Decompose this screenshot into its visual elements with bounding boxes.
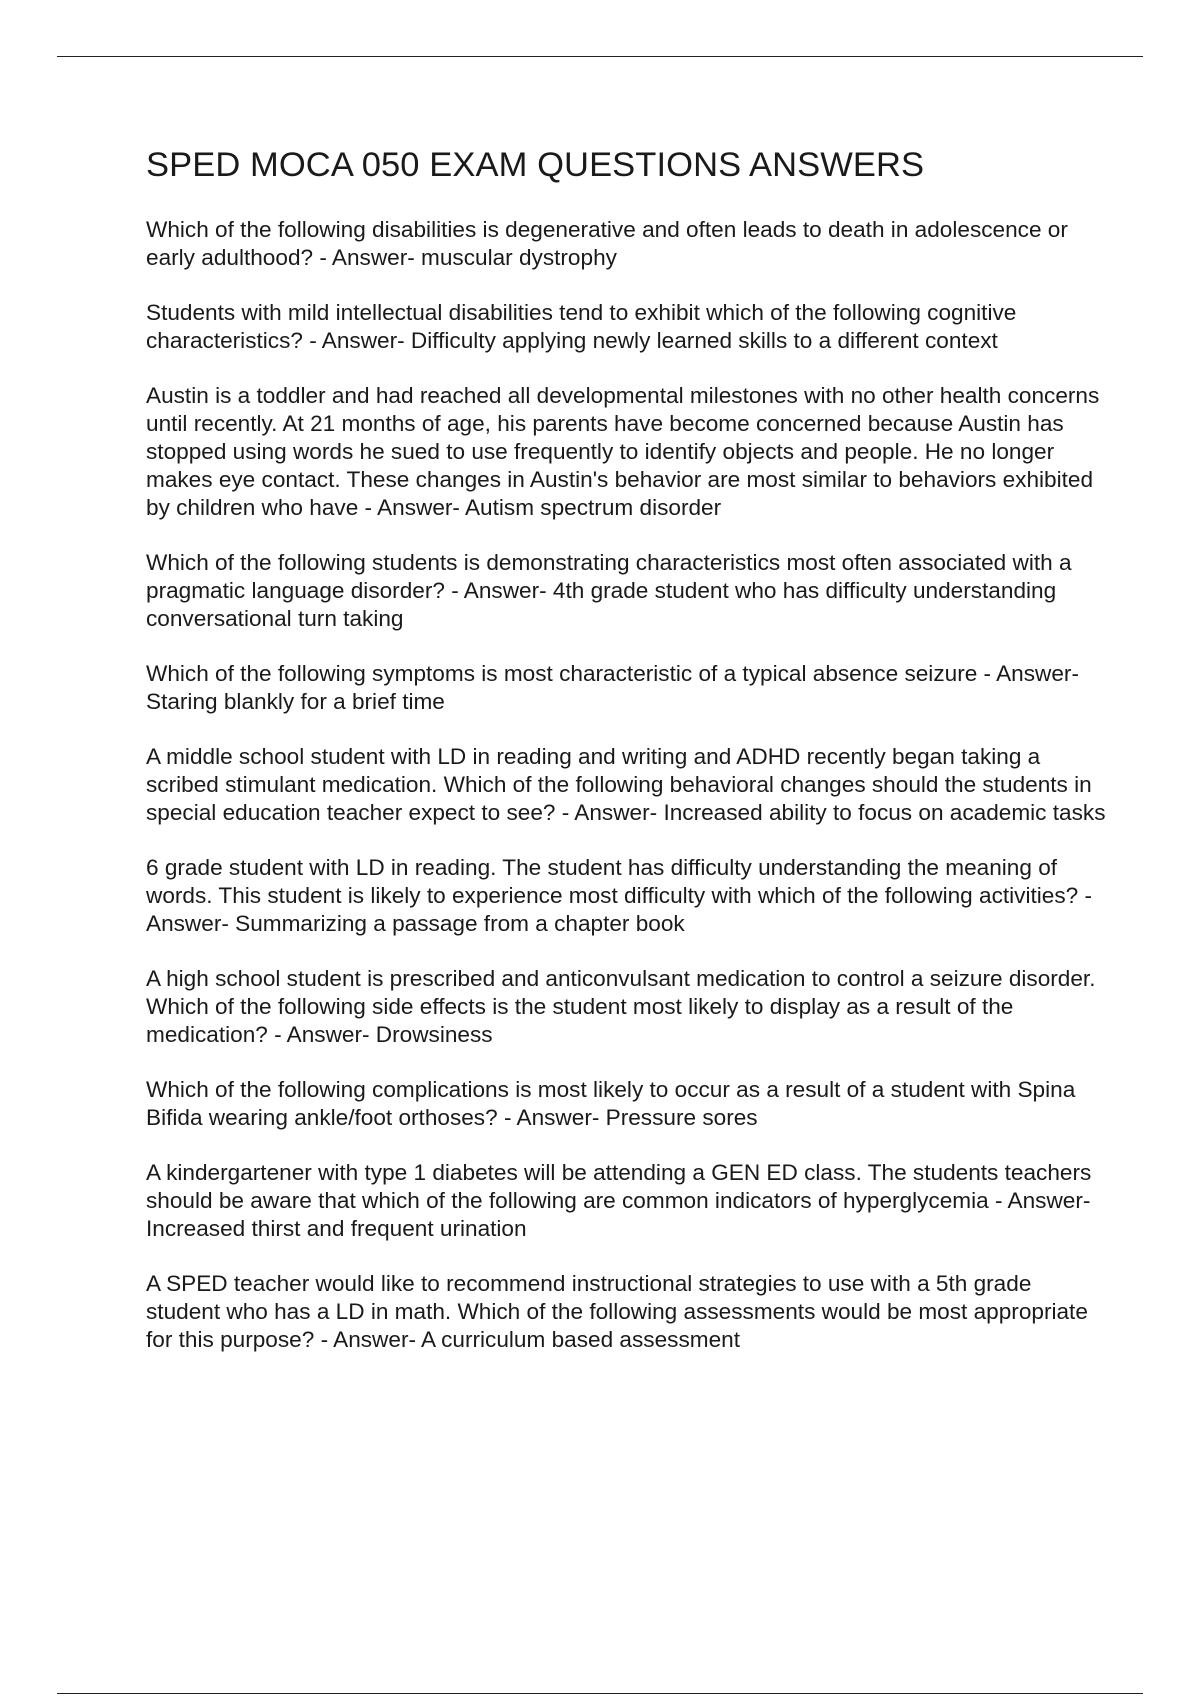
qa-item-7: 6 grade student with LD in reading. The student has difficulty understanding the meaning of words. This student is likely to experience most difficulty with which of the following activities? - Answer- Summarizing a passage from a chapter book <box>146 855 1093 936</box>
qa-item-11: A SPED teacher would like to recommend instructional strategies to use with a 5th grade student who has a LD in math. Which of the following assessments would be most appropriate for this purpose? - Answer- A curriculum based assessment <box>146 1271 1088 1352</box>
qa-item-3: Austin is a toddler and had reached all developmental milestones with no other health concerns until recently. At 21 months of age, his parents have become concerned because Austin has stopped using words he sued to use frequently to identify objects and people. He no longer makes eye contact. These changes in Austin's behavior are most similar to behaviors exhibited by children who have - Answer- Autism spectrum disorder <box>146 383 1100 520</box>
qa-list <box>146 216 1106 1354</box>
qa-item-4: Which of the following students is demonstrating characteristics most often associated with a pragmatic language disorder? - Answer- 4th grade student who has difficulty understanding conversational turn taking <box>146 550 1072 631</box>
qa-item-8: A high school student is prescribed and anticonvulsant medication to control a seizure disorder. Which of the following side effects is the student most likely to display as a result of the medication? - Answer- Drowsiness <box>146 966 1096 1047</box>
qa-item-5: Which of the following symptoms is most characteristic of a typical absence seizure - Answer- Staring blankly for a brief time <box>146 661 1079 714</box>
qa-item-10: A kindergartener with type 1 diabetes will be attending a GEN ED class. The students teachers should be aware that which of the following are common indicators of hyperglycemia - Answer- Increased thirst and frequent urination <box>146 1160 1092 1241</box>
top-rule <box>57 56 1143 57</box>
document-title: SPED MOCA 050 EXAM QUESTIONS ANSWERS <box>146 146 925 184</box>
qa-item-2: Students with mild intellectual disabilities tend to exhibit which of the following cognitive characteristics? - Answer- Difficulty applying newly learned skills to a different context <box>146 300 1017 353</box>
bottom-rule <box>57 1693 1143 1694</box>
document-body <box>146 142 1106 1381</box>
qa-item-1: Which of the following disabilities is degenerative and often leads to death in adolescence or early adulthood? - Answer- muscular dystrophy <box>146 217 1068 270</box>
qa-item-9: Which of the following complications is most likely to occur as a result of a student with Spina Bifida wearing ankle/foot orthoses? - Answer- Pressure sores <box>146 1077 1076 1130</box>
qa-item-6: A middle school student with LD in reading and writing and ADHD recently began taking a scribed stimulant medication. Which of the following behavioral changes should the students in special education teacher expect to see? - Answer- Increased ability to focus on academic tasks <box>146 744 1106 825</box>
